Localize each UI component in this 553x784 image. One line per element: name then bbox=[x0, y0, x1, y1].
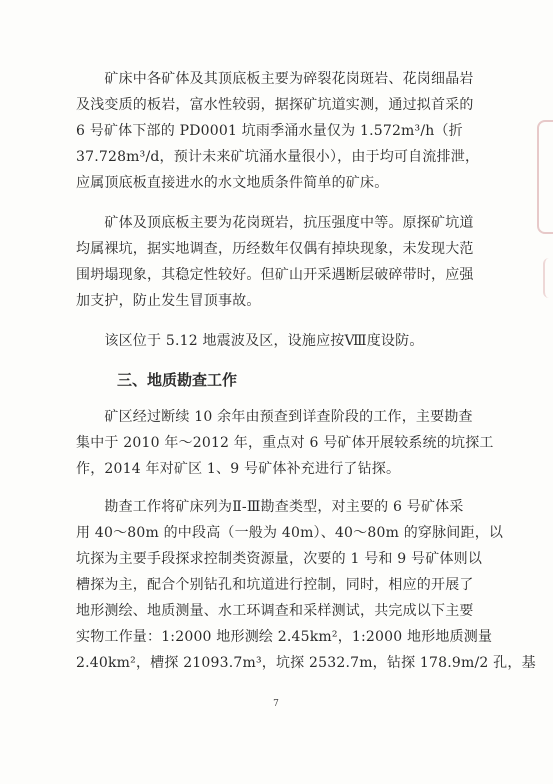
text-line: 矿体及顶底板主要为花岗斑岩，抗压强度中等。原探矿坑道 bbox=[76, 215, 474, 231]
text-line: 该区位于 5.12 地震波及区，设施应按Ⅷ度设防。 bbox=[76, 333, 424, 349]
seal-stamp-fragment bbox=[537, 120, 553, 234]
text-line: 应属顶底板直接进水的水文地质条件简单的矿床。 bbox=[76, 175, 389, 191]
text-line: 矿床中各矿体及其顶底板主要为碎裂花岗斑岩、花岗细晶岩 bbox=[76, 71, 474, 87]
text-line: 加支护，防止发生冒顶事故。 bbox=[76, 293, 261, 309]
text-line: 坑探为主要手段探求控制类资源量，次要的 1 号和 9 号矿体则以 bbox=[76, 551, 483, 567]
text-line: 2.40km²，槽探 21093.7m³，坑探 2532.7m，钻探 178.9m/2 孔，基 bbox=[76, 655, 536, 671]
paragraph-exploration-history bbox=[76, 404, 494, 482]
section-heading: 三、地质勘查工作 bbox=[102, 371, 238, 389]
text-line: 实物工作量：1:2000 地形测绘 2.45km²，1:2000 地形地质测量 bbox=[76, 629, 493, 645]
text-line: 勘查工作将矿床列为Ⅱ-Ⅲ勘查类型，对主要的 6 号矿体采 bbox=[76, 499, 464, 515]
text-line: 矿区经过断续 10 余年由预查到详查阶段的工作，主要勘查 bbox=[76, 409, 473, 425]
text-line: 集中于 2010 年～2012 年，重点对 6 号矿体开展较系统的坑探工 bbox=[76, 435, 494, 451]
text-line: 37.728m³/d，预计未来矿坑涌水量很小），由于均可自流排泄， bbox=[76, 149, 480, 165]
paragraph-exploration-work bbox=[76, 494, 536, 676]
paragraph-hydrogeology bbox=[76, 66, 480, 196]
seal-stamp-fragment-small bbox=[543, 258, 553, 298]
paragraph-seismic bbox=[76, 328, 476, 354]
text-line: 及浅变质的板岩，富水性较弱，据探矿坑道实测，通过拟首采的 bbox=[76, 97, 474, 113]
text-line: 地形测绘、地质测量、水工环调查和采样测试，共完成以下主要 bbox=[76, 603, 474, 619]
text-line: 围坍塌现象，其稳定性较好。但矿山开采遇断层破碎带时，应强 bbox=[76, 267, 474, 283]
text-line: 用 40～80m 的中段高（一般为 40m）、40～80m 的穿脉间距，以 bbox=[76, 525, 504, 541]
paragraph-engineering-geology bbox=[76, 210, 476, 314]
text-line: 6 号矿体下部的 PD0001 坑雨季涌水量仅为 1.572m³/h（折 bbox=[76, 123, 463, 139]
text-line: 作，2014 年对矿区 1、9 号矿体补充进行了钻探。 bbox=[76, 461, 401, 477]
page-number: 7 bbox=[273, 699, 279, 709]
text-line: 槽探为主，配合个别钻孔和坑道进行控制，同时，相应的开展了 bbox=[76, 577, 474, 593]
text-line: 均属裸坑，据实地调查，历经数年仅偶有掉块现象，未发现大范 bbox=[76, 241, 474, 257]
